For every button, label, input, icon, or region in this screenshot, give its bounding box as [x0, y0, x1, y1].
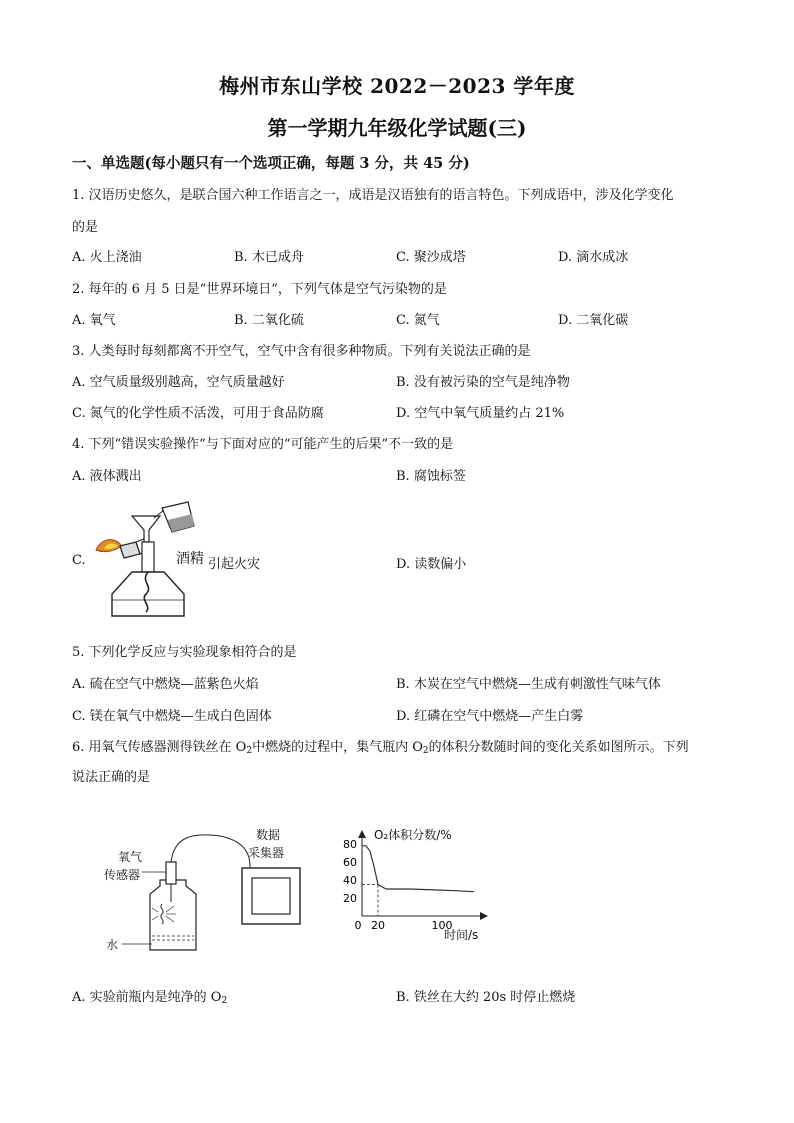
- q4-option-b: B. 腐蚀标签: [396, 469, 466, 484]
- q2-option-d: D. 二氧化碳: [558, 313, 629, 328]
- q1-option-d: D. 滴水成冰: [558, 250, 629, 265]
- y-tick-label: 40: [343, 874, 357, 887]
- q5-option-d: D. 红磷在空气中燃烧—产生白雾: [396, 709, 584, 724]
- q2-stem: 2. 每年的 6 月 5 日是“世界环境日”，下列气体是空气污染物的是: [72, 282, 447, 297]
- sensor-label-1: 氧气: [118, 850, 143, 864]
- q5-option-a: A. 硫在空气中燃烧—蓝紫色火焰: [72, 677, 259, 692]
- sensor-label-2: 传感器: [104, 868, 141, 882]
- x-tick-label: 20: [371, 919, 385, 932]
- q1-option-a: A. 火上浇油: [72, 250, 142, 265]
- page-subtitle: 第一学期九年级化学试题(三): [267, 116, 527, 140]
- q3-option-b: B. 没有被污染的空气是纯净物: [396, 375, 570, 390]
- q6-stem: 6. 用氧气传感器测得铁丝在 $O_2$中燃烧的过程中，集气瓶内 $O_2$的体积分数随时间的变化关系如图所示。下列: [72, 740, 689, 756]
- q6-option-a: A. 实验前瓶内是纯净的 $O_2$: [72, 990, 228, 1006]
- q1-option-c: C. 聚沙成塔: [396, 250, 466, 265]
- q1-stem-cont: 的是: [72, 220, 99, 235]
- graph-title: O₂体积分数/%: [374, 828, 452, 842]
- collector-label-2: 采集器: [248, 846, 285, 860]
- q3-stem: 3. 人类每时每刻都离不开空气，空气中含有很多种物质。下列有关说法正确的是: [72, 344, 531, 359]
- q1-option-b: B. 木已成舟: [234, 250, 304, 265]
- q3-option-a: A. 空气质量级别越高，空气质量越好: [72, 375, 285, 390]
- q6-option-b: B. 铁丝在大约 20s 时停止燃烧: [396, 990, 576, 1005]
- collector-label-1: 数据: [256, 828, 281, 842]
- q2-option-a: A. 氧气: [72, 313, 116, 328]
- q3-option-c: C. 氮气的化学性质不活泼，可用于食品防腐: [72, 406, 324, 421]
- water-label: 水: [106, 938, 119, 952]
- q6-stem-cont: 说法正确的是: [72, 770, 151, 785]
- q4-stem: 4. 下列“错误实验操作”与下面对应的“可能产生的后果”不一致的是: [72, 437, 454, 452]
- q4-option-a: A. 液体溅出: [72, 469, 142, 484]
- q1-stem: 1. 汉语历史悠久，是联合国六种工作语言之一，成语是汉语独有的语言特色。下列成语中，涉及化学变化: [72, 188, 674, 203]
- y-tick-label: 60: [343, 856, 357, 869]
- q5-option-b: B. 木炭在空气中燃烧—生成有刺激性气味气体: [396, 677, 661, 692]
- page-title: 梅州市东山学校 2022－2023 学年度: [219, 74, 575, 98]
- q5-stem: 5. 下列化学反应与实验现象相符合的是: [72, 645, 297, 660]
- x-tick-label: 100: [431, 919, 453, 932]
- chart-axes: [358, 830, 488, 920]
- q2-option-b: B. 二氧化硫: [234, 313, 304, 328]
- y-tick-label: 20: [343, 892, 357, 905]
- q4-option-c: C.: [72, 553, 86, 568]
- q5-option-c: C. 镁在氧气中燃烧—生成白色固体: [72, 709, 272, 724]
- section-heading: 一、单选题(每小题只有一个选项正确，每题 3 分，共 45 分): [72, 155, 470, 172]
- graph-x-label: 时间/s: [444, 928, 479, 942]
- q3-option-d: D. 空气中氧气质量约占 21%: [396, 406, 565, 421]
- q2-option-c: C. 氮气: [396, 313, 440, 328]
- series-line: [362, 846, 474, 892]
- q4-figure-caption: 引起火灾: [208, 557, 261, 572]
- q4-figure-label: 酒精: [176, 551, 204, 567]
- y-tick-label: 80: [343, 838, 357, 851]
- x-tick-label: 0: [354, 919, 362, 932]
- q4-option-d: D. 读数偏小: [396, 557, 467, 572]
